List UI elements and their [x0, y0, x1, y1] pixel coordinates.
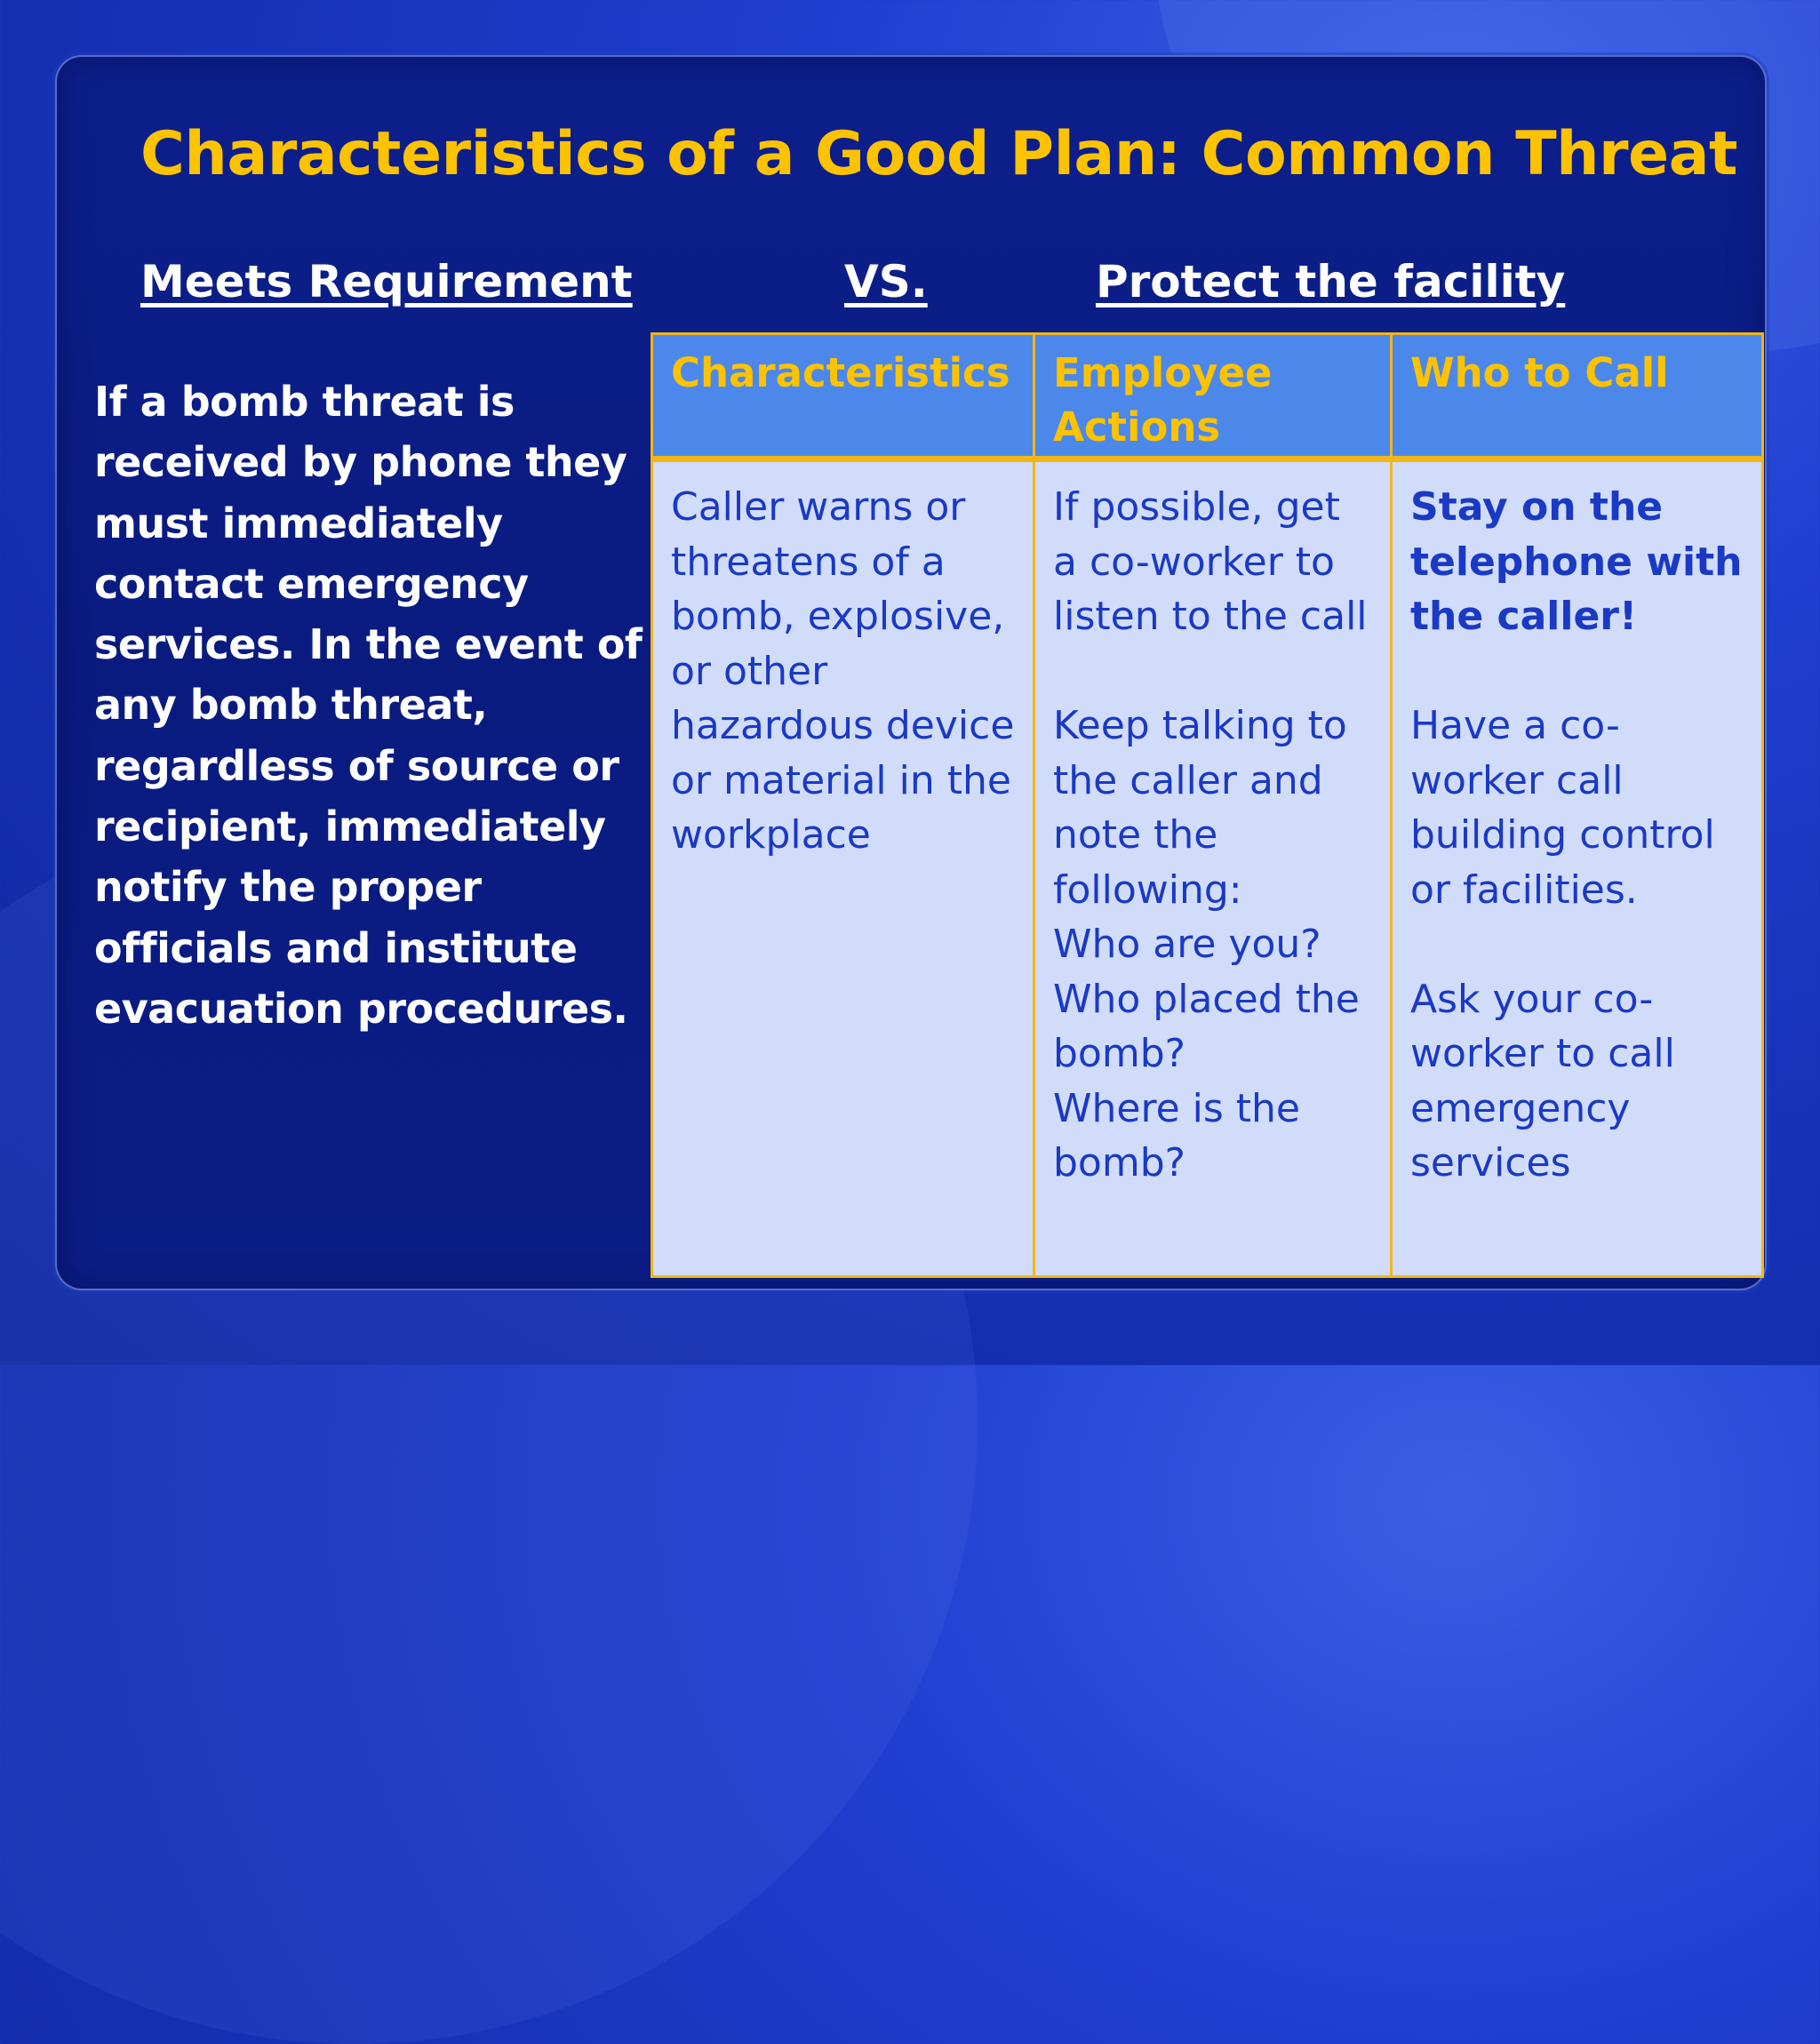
heading-vs: VS.	[844, 256, 928, 307]
cell-employee-actions	[1034, 459, 1392, 1277]
table-header-row	[652, 334, 1763, 459]
action-keep-talking: Keep talking to the caller and note the following:	[1053, 703, 1347, 913]
call-emergency-services: Ask your co-worker to call emergency services	[1410, 976, 1675, 1186]
threat-plan-table	[651, 332, 1764, 1278]
table-row	[652, 459, 1763, 1277]
column-header-who-to-call: Who to Call	[1392, 334, 1763, 459]
cell-who-to-call	[1392, 459, 1763, 1277]
requirement-paragraph: If a bomb threat is received by phone they must immediately contact emergency services. In the event of any bomb threat, regardless of source or recipient, immediately notify the proper officials and institute evacuation procedures.	[94, 378, 643, 1033]
characteristics-text: Caller warns or threatens of a bomb, explosive, or other hazardous device or material in the workplace	[671, 484, 1015, 858]
call-building-control: Have a co-worker call building control or facilities.	[1410, 703, 1715, 913]
cell-characteristics	[652, 459, 1034, 1277]
action-get-coworker: If possible, get a co-worker to listen to the call	[1053, 484, 1368, 639]
question-who-are-you: Who are you?	[1053, 922, 1321, 967]
heading-protect-facility: Protect the facility	[1096, 256, 1566, 307]
question-who-placed-bomb: Who placed the bomb?	[1053, 976, 1360, 1076]
column-header-employee-actions: Employee Actions	[1034, 334, 1392, 459]
column-header-characteristics: Characteristics	[652, 334, 1034, 459]
heading-meets-requirement: Meets Requirement	[140, 256, 633, 307]
slide-title: Characteristics of a Good Plan: Common Threat	[140, 119, 1738, 189]
call-emphasis: Stay on the telephone with the caller!	[1410, 484, 1743, 639]
question-where-is-bomb: Where is the bomb?	[1053, 1085, 1300, 1186]
